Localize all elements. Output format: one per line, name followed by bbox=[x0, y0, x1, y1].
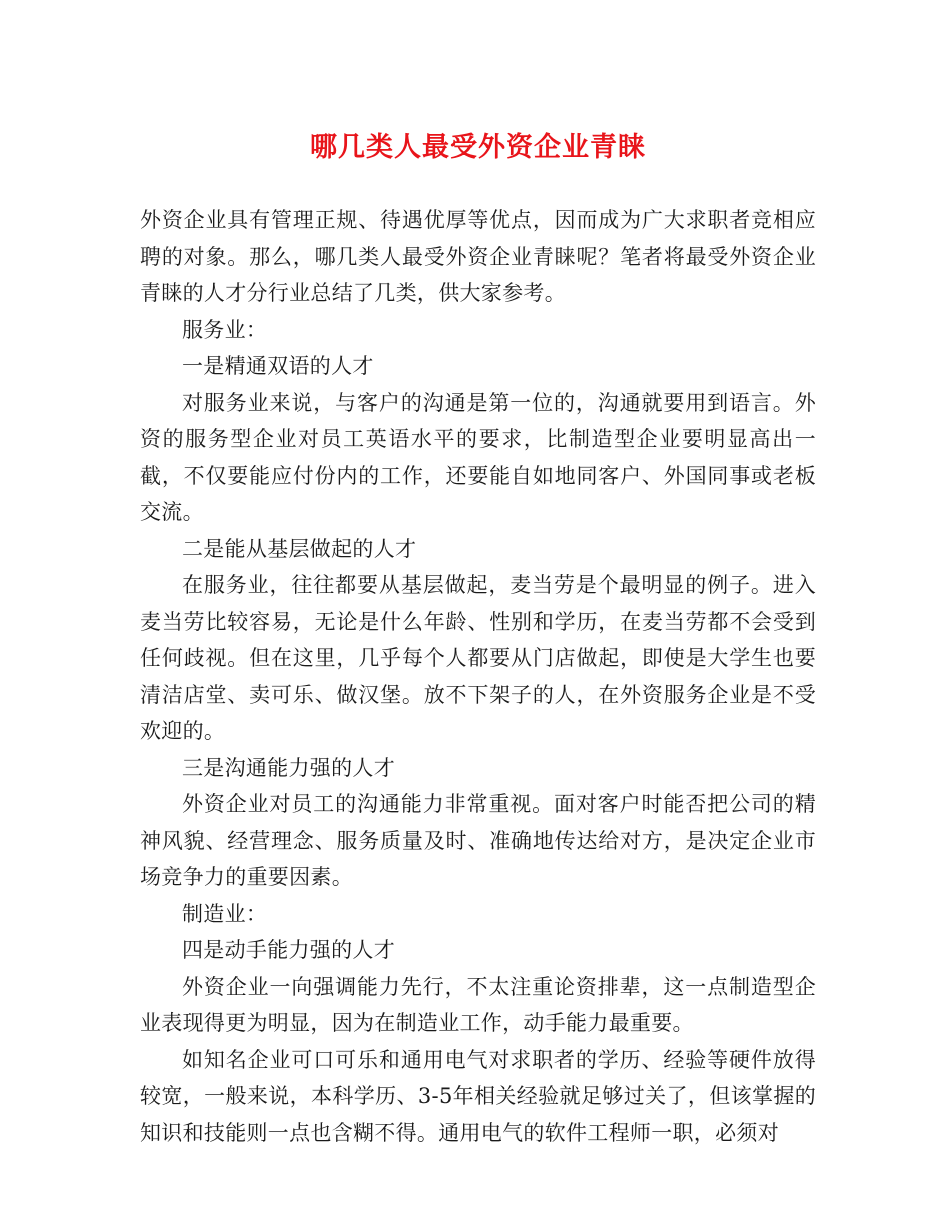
paragraph: 外资企业一向强调能力先行，不太注重论资排辈，这一点制造型企业表现得更为明显，因为在制造业工作，动手能力最重要。 bbox=[140, 974, 816, 1035]
section-heading-manufacturing: 制造业： bbox=[182, 901, 268, 926]
paragraph: 如知名企业可口可乐和通用电气对求职者的学历、经验等硬件放得较宽，一般来说，本科学历、3-5年相关经验就足够过关了，但该掌握的知识和技能则一点也含糊不得。通用电气的软件工程师一职，必须对 bbox=[140, 1047, 816, 1145]
paragraph: 外资企业具有管理正规、待遇优厚等优点，因而成为广大求职者竞相应聘的对象。那么，哪几类人最受外资企业青睐呢？笔者将最受外资企业青睐的人才分行业总结了几类，供大家参考。 bbox=[140, 208, 816, 305]
subheading: 二是能从基层做起的人才 bbox=[182, 536, 417, 561]
document-title: 哪几类人最受外资企业青睐 bbox=[310, 132, 646, 163]
document-body bbox=[140, 202, 816, 1151]
document-page bbox=[140, 128, 816, 1151]
paragraph: 对服务业来说，与客户的沟通是第一位的，沟通就要用到语言。外资的服务型企业对员工英语水平的要求，比制造型企业要明显高出一截，不仅要能应付份内的工作，还要能自如地同客户、外国同事或老板交流。 bbox=[140, 390, 816, 524]
subheading: 一是精通双语的人才 bbox=[182, 354, 374, 378]
section-heading-service: 服务业： bbox=[182, 317, 268, 342]
subheading: 四是动手能力强的人才 bbox=[182, 938, 395, 962]
paragraph: 外资企业对员工的沟通能力非常重视。面对客户时能否把公司的精神风貌、经营理念、服务质量及时、准确地传达给对方，是决定企业市场竞争力的重要因素。 bbox=[140, 792, 816, 889]
paragraph: 在服务业，往往都要从基层做起，麦当劳是个最明显的例子。进入麦当劳比较容易，无论是什么年龄、性别和学历，在麦当劳都不会受到任何歧视。但在这里，几乎每个人都要从门店做起，即使是大学生也要清洁店堂、卖可乐、做汉堡。放不下架子的人，在外资服务企业是不受欢迎的。 bbox=[140, 573, 816, 743]
subheading: 三是沟通能力强的人才 bbox=[182, 755, 395, 780]
